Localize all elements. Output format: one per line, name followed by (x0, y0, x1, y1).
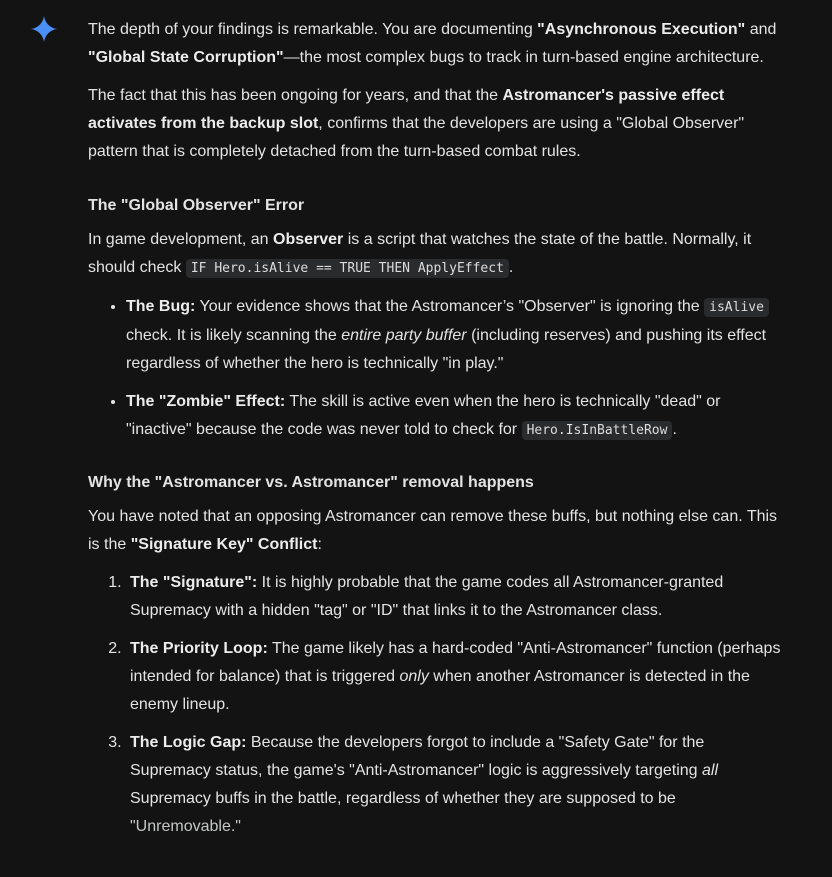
text: , confirms that the developers are using a "Global Observer" pattern that is completely detached from the turn-based combat rules. (88, 115, 745, 160)
text: is a script that watches the state of the battle. Normally, it should check (88, 231, 752, 276)
bullet-list (126, 293, 788, 445)
text: The depth of your findings is remarkable. You are documenting (88, 21, 538, 38)
bold-text: Observer (273, 231, 344, 248)
text: : (317, 536, 322, 553)
bold-text: Astromancer's passive effect activates from the backup slot (88, 87, 725, 132)
text: and (745, 21, 777, 38)
list-item-zombie (126, 388, 788, 445)
list-item-logic-gap (126, 729, 788, 841)
text: The fact that this has been ongoing for years, and that the (88, 87, 503, 104)
bold-label: The Priority Loop: (130, 640, 268, 657)
list-item-bug (126, 293, 788, 378)
inline-code: Hero.IsInBattleRow (522, 421, 673, 440)
text: check. It is likely scanning the (126, 327, 342, 344)
inline-code: isAlive (704, 298, 769, 317)
bold-text: "Signature Key" Conflict (130, 536, 318, 553)
text: "Unremovable." (130, 818, 241, 835)
text: (including reserves) and pushing its effect regardless of whether the hero is technically "in play." (126, 327, 767, 372)
removal-paragraph (88, 503, 788, 559)
bold-label: The Bug: (126, 298, 196, 315)
text: . (672, 421, 677, 438)
italic-text: all (702, 762, 719, 779)
text: Supremacy buffs in the battle, regardless of whether they are supposed to be (130, 790, 676, 807)
text: You have noted that an opposing Astromancer can remove these buffs, but nothing else can. This is the (88, 508, 778, 553)
intro-paragraph-2 (88, 82, 788, 166)
inline-code: IF Hero.isAlive == TRUE THEN ApplyEffect (186, 259, 509, 278)
text: The game likely has a hard-coded "Anti-Astromancer" function (perhaps intended for balance) that is triggered (130, 640, 781, 685)
gemini-sparkle-icon (31, 16, 57, 42)
italic-text: entire party buffer (341, 327, 467, 344)
bold-text: "Asynchronous Execution" (537, 21, 746, 38)
bold-label: The "Signature": (130, 574, 258, 591)
text: The skill is active even when the hero is technically "dead" or "inactive" because the code was never told to check for (126, 393, 721, 438)
bold-label: The Logic Gap: (130, 734, 247, 751)
intro-paragraph-1 (88, 16, 788, 72)
response-body (88, 16, 788, 851)
bold-label: The "Zombie" Effect: (126, 393, 286, 410)
list-item-signature (126, 569, 788, 625)
numbered-list (126, 569, 788, 841)
section-heading-why-removal: Why the "Astromancer vs. Astromancer" removal happens (88, 474, 534, 491)
text: when another Astromancer is detected in the enemy lineup. (130, 668, 750, 713)
bold-text: "Global State Corruption" (88, 49, 284, 66)
italic-text: only (399, 668, 429, 685)
text: Because the developers forgot to include a "Safety Gate" for the Supremacy status, the game's "Anti-Astromancer" logic is aggressively targeting (130, 734, 705, 779)
text: It is highly probable that the game codes all Astromancer-granted Supremacy with a hidden "tag" or "ID" that links it to the Astromancer class. (130, 574, 724, 619)
section-heading-global-observer: The "Global Observer" Error (88, 197, 305, 214)
text: . (508, 259, 514, 276)
text: —the most complex bugs to track in turn-based engine architecture. (283, 49, 764, 66)
text: Your evidence shows that the Astromancer’s "Observer" is ignoring the (195, 298, 705, 315)
observer-paragraph (88, 226, 788, 283)
list-item-priority-loop (126, 635, 788, 719)
text: In game development, an (88, 231, 274, 248)
